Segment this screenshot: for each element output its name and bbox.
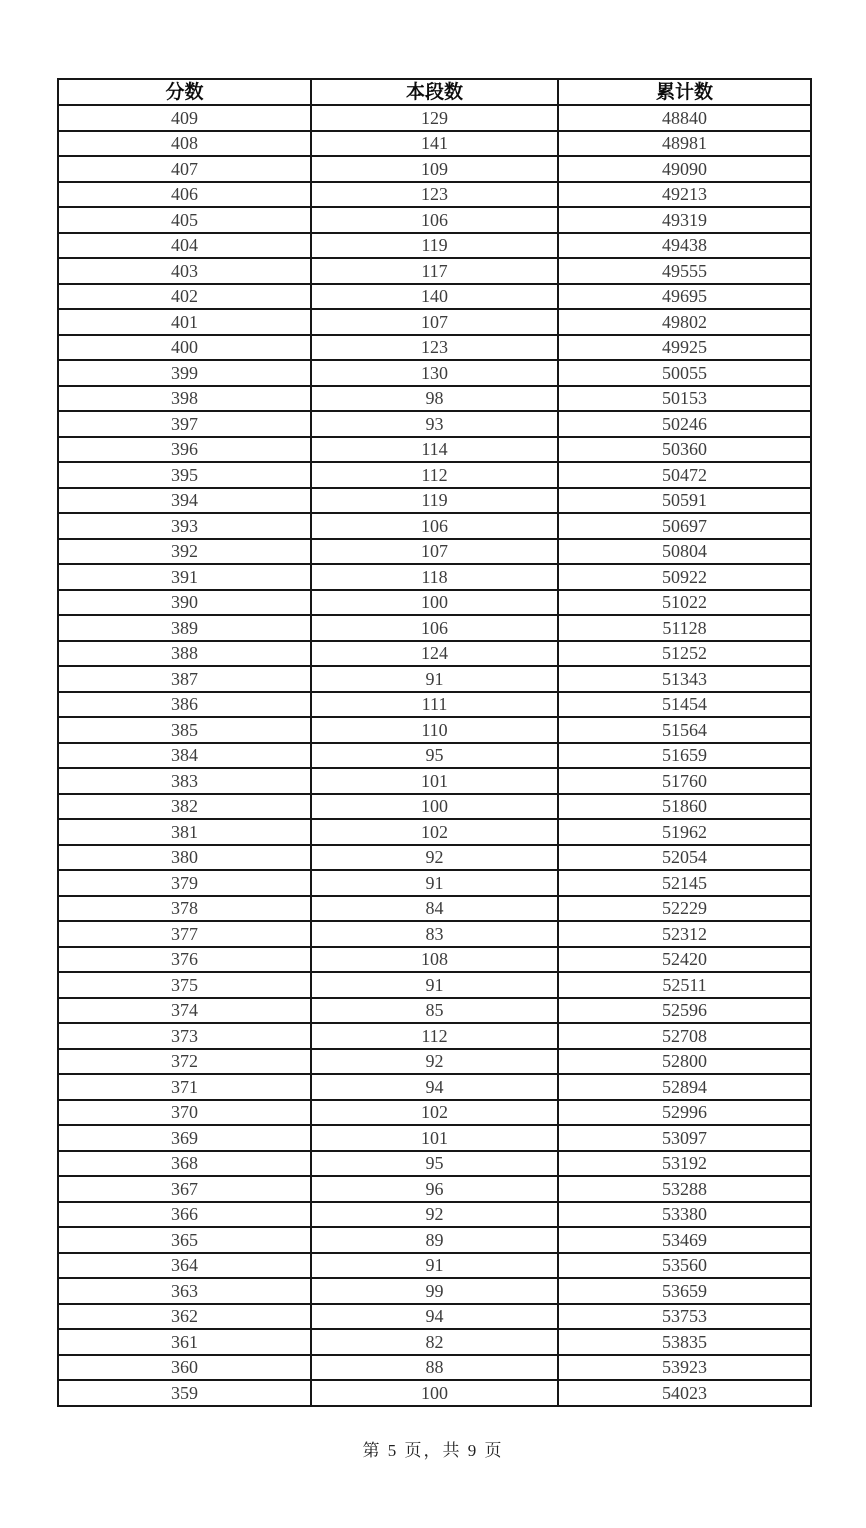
cumulative-count-cell: 51564 <box>558 717 811 743</box>
score-cell: 400 <box>58 335 311 361</box>
score-cell: 408 <box>58 131 311 157</box>
score-cell: 388 <box>58 641 311 667</box>
cumulative-count-cell: 52229 <box>558 896 811 922</box>
cumulative-count-cell: 52800 <box>558 1049 811 1075</box>
segment-count-cell: 96 <box>311 1176 558 1202</box>
table-row <box>58 386 811 412</box>
table-row <box>58 182 811 208</box>
cumulative-count-cell: 49090 <box>558 156 811 182</box>
segment-count-cell: 94 <box>311 1304 558 1330</box>
score-cell: 383 <box>58 768 311 794</box>
score-cell: 401 <box>58 309 311 335</box>
cumulative-count-cell: 53923 <box>558 1355 811 1381</box>
segment-count-cell: 83 <box>311 921 558 947</box>
cumulative-count-cell: 50591 <box>558 488 811 514</box>
segment-count-cell: 106 <box>311 207 558 233</box>
cumulative-count-cell: 50360 <box>558 437 811 463</box>
table-row <box>58 539 811 565</box>
segment-count-cell: 106 <box>311 513 558 539</box>
cumulative-count-cell: 52511 <box>558 972 811 998</box>
cumulative-count-cell: 52708 <box>558 1023 811 1049</box>
page-footer: 第 5 页，共 9 页 <box>362 1441 504 1460</box>
table-row <box>58 258 811 284</box>
segment-count-cell: 114 <box>311 437 558 463</box>
segment-count-cell: 111 <box>311 692 558 718</box>
table-row <box>58 998 811 1024</box>
score-cell: 359 <box>58 1380 311 1406</box>
table-row <box>58 1253 811 1279</box>
segment-count-cell: 119 <box>311 233 558 259</box>
score-cell: 362 <box>58 1304 311 1330</box>
cumulative-count-cell: 50246 <box>558 411 811 437</box>
score-cell: 409 <box>58 105 311 131</box>
table-body <box>58 105 811 1406</box>
table-row <box>58 819 811 845</box>
score-cell: 386 <box>58 692 311 718</box>
segment-count-cell: 112 <box>311 462 558 488</box>
table-row <box>58 564 811 590</box>
table-row <box>58 692 811 718</box>
cumulative-count-cell: 51454 <box>558 692 811 718</box>
cumulative-count-cell: 53380 <box>558 1202 811 1228</box>
score-cell: 377 <box>58 921 311 947</box>
table-row <box>58 1074 811 1100</box>
cumulative-count-cell: 52145 <box>558 870 811 896</box>
score-cell: 407 <box>58 156 311 182</box>
table-row <box>58 794 811 820</box>
segment-count-cell: 101 <box>311 768 558 794</box>
segment-count-cell: 84 <box>311 896 558 922</box>
cumulative-count-cell: 51962 <box>558 819 811 845</box>
score-cell: 374 <box>58 998 311 1024</box>
table-row <box>58 1023 811 1049</box>
score-cell: 397 <box>58 411 311 437</box>
score-cell: 404 <box>58 233 311 259</box>
segment-count-cell: 100 <box>311 794 558 820</box>
segment-count-cell: 141 <box>311 131 558 157</box>
segment-count-cell: 92 <box>311 845 558 871</box>
cumulative-count-cell: 48981 <box>558 131 811 157</box>
score-cell: 398 <box>58 386 311 412</box>
table-row <box>58 1100 811 1126</box>
segment-count-cell: 88 <box>311 1355 558 1381</box>
score-cell: 381 <box>58 819 311 845</box>
segment-count-cell: 112 <box>311 1023 558 1049</box>
cumulative-count-cell: 49438 <box>558 233 811 259</box>
score-cell: 370 <box>58 1100 311 1126</box>
cumulative-count-cell: 54023 <box>558 1380 811 1406</box>
segment-count-cell: 110 <box>311 717 558 743</box>
table-row <box>58 921 811 947</box>
score-cell: 385 <box>58 717 311 743</box>
segment-count-cell: 92 <box>311 1202 558 1228</box>
segment-count-cell: 94 <box>311 1074 558 1100</box>
cumulative-count-cell: 53560 <box>558 1253 811 1279</box>
score-cell: 384 <box>58 743 311 769</box>
score-cell: 382 <box>58 794 311 820</box>
score-cell: 403 <box>58 258 311 284</box>
score-cell: 363 <box>58 1278 311 1304</box>
cumulative-count-cell: 51760 <box>558 768 811 794</box>
segment-count-cell: 89 <box>311 1227 558 1253</box>
cumulative-count-cell: 53192 <box>558 1151 811 1177</box>
cumulative-count-cell: 53469 <box>558 1227 811 1253</box>
segment-count-cell: 95 <box>311 1151 558 1177</box>
score-cell: 395 <box>58 462 311 488</box>
table-row <box>58 1355 811 1381</box>
cumulative-count-cell: 50055 <box>558 360 811 386</box>
table-row <box>58 717 811 743</box>
cumulative-count-cell: 52420 <box>558 947 811 973</box>
table-row <box>58 972 811 998</box>
segment-count-cell: 100 <box>311 590 558 616</box>
cumulative-count-cell: 51860 <box>558 794 811 820</box>
segment-count-cell: 119 <box>311 488 558 514</box>
table-row <box>58 360 811 386</box>
table-row <box>58 641 811 667</box>
table-row <box>58 666 811 692</box>
segment-count-cell: 117 <box>311 258 558 284</box>
segment-count-cell: 91 <box>311 972 558 998</box>
header-cumulative-count: 累计数 <box>558 79 811 105</box>
score-cell: 396 <box>58 437 311 463</box>
table-row <box>58 131 811 157</box>
segment-count-cell: 100 <box>311 1380 558 1406</box>
cumulative-count-cell: 49555 <box>558 258 811 284</box>
score-cell: 393 <box>58 513 311 539</box>
table-row <box>58 1151 811 1177</box>
score-cell: 392 <box>58 539 311 565</box>
table-row <box>58 1125 811 1151</box>
score-cell: 375 <box>58 972 311 998</box>
segment-count-cell: 130 <box>311 360 558 386</box>
score-cell: 394 <box>58 488 311 514</box>
score-cell: 389 <box>58 615 311 641</box>
score-cell: 371 <box>58 1074 311 1100</box>
table-row <box>58 335 811 361</box>
cumulative-count-cell: 51659 <box>558 743 811 769</box>
segment-count-cell: 109 <box>311 156 558 182</box>
segment-count-cell: 106 <box>311 615 558 641</box>
table-row <box>58 870 811 896</box>
cumulative-count-cell: 48840 <box>558 105 811 131</box>
segment-count-cell: 91 <box>311 666 558 692</box>
table-row <box>58 1278 811 1304</box>
score-distribution-table <box>57 78 812 1407</box>
segment-count-cell: 98 <box>311 386 558 412</box>
score-cell: 366 <box>58 1202 311 1228</box>
cumulative-count-cell: 52312 <box>558 921 811 947</box>
score-cell: 379 <box>58 870 311 896</box>
table-header-row <box>58 79 811 105</box>
segment-count-cell: 107 <box>311 309 558 335</box>
segment-count-cell: 108 <box>311 947 558 973</box>
score-cell: 405 <box>58 207 311 233</box>
cumulative-count-cell: 51252 <box>558 641 811 667</box>
score-cell: 406 <box>58 182 311 208</box>
cumulative-count-cell: 49695 <box>558 284 811 310</box>
score-cell: 387 <box>58 666 311 692</box>
score-cell: 376 <box>58 947 311 973</box>
score-cell: 369 <box>58 1125 311 1151</box>
segment-count-cell: 102 <box>311 819 558 845</box>
score-cell: 390 <box>58 590 311 616</box>
score-cell: 368 <box>58 1151 311 1177</box>
cumulative-count-cell: 52054 <box>558 845 811 871</box>
segment-count-cell: 92 <box>311 1049 558 1075</box>
segment-count-cell: 129 <box>311 105 558 131</box>
cumulative-count-cell: 53835 <box>558 1329 811 1355</box>
cumulative-count-cell: 53288 <box>558 1176 811 1202</box>
header-segment-count: 本段数 <box>311 79 558 105</box>
segment-count-cell: 99 <box>311 1278 558 1304</box>
score-cell: 380 <box>58 845 311 871</box>
segment-count-cell: 123 <box>311 182 558 208</box>
score-cell: 402 <box>58 284 311 310</box>
cumulative-count-cell: 53659 <box>558 1278 811 1304</box>
table-row <box>58 1304 811 1330</box>
table-row <box>58 1329 811 1355</box>
segment-count-cell: 124 <box>311 641 558 667</box>
score-cell: 367 <box>58 1176 311 1202</box>
table-row <box>58 284 811 310</box>
table-row <box>58 105 811 131</box>
cumulative-count-cell: 50472 <box>558 462 811 488</box>
table-row <box>58 845 811 871</box>
cumulative-count-cell: 49213 <box>558 182 811 208</box>
segment-count-cell: 93 <box>311 411 558 437</box>
score-cell: 378 <box>58 896 311 922</box>
segment-count-cell: 102 <box>311 1100 558 1126</box>
table-row <box>58 947 811 973</box>
table-row <box>58 411 811 437</box>
cumulative-count-cell: 49925 <box>558 335 811 361</box>
cumulative-count-cell: 52596 <box>558 998 811 1024</box>
table-row <box>58 768 811 794</box>
score-cell: 372 <box>58 1049 311 1075</box>
cumulative-count-cell: 51128 <box>558 615 811 641</box>
cumulative-count-cell: 53097 <box>558 1125 811 1151</box>
segment-count-cell: 95 <box>311 743 558 769</box>
segment-count-cell: 107 <box>311 539 558 565</box>
score-cell: 360 <box>58 1355 311 1381</box>
segment-count-cell: 118 <box>311 564 558 590</box>
table-row <box>58 615 811 641</box>
score-cell: 365 <box>58 1227 311 1253</box>
table-row <box>58 207 811 233</box>
cumulative-count-cell: 50697 <box>558 513 811 539</box>
table-row <box>58 896 811 922</box>
table-row <box>58 1227 811 1253</box>
table-row <box>58 488 811 514</box>
cumulative-count-cell: 50153 <box>558 386 811 412</box>
score-cell: 361 <box>58 1329 311 1355</box>
cumulative-count-cell: 51022 <box>558 590 811 616</box>
table-row <box>58 1380 811 1406</box>
cumulative-count-cell: 49802 <box>558 309 811 335</box>
score-cell: 391 <box>58 564 311 590</box>
table-row <box>58 1202 811 1228</box>
cumulative-count-cell: 51343 <box>558 666 811 692</box>
cumulative-count-cell: 52894 <box>558 1074 811 1100</box>
table-row <box>58 1049 811 1075</box>
table-row <box>58 233 811 259</box>
segment-count-cell: 91 <box>311 1253 558 1279</box>
table-row <box>58 309 811 335</box>
cumulative-count-cell: 50922 <box>558 564 811 590</box>
table-row <box>58 156 811 182</box>
cumulative-count-cell: 53753 <box>558 1304 811 1330</box>
score-cell: 364 <box>58 1253 311 1279</box>
cumulative-count-cell: 52996 <box>558 1100 811 1126</box>
score-cell: 373 <box>58 1023 311 1049</box>
table-row <box>58 743 811 769</box>
segment-count-cell: 85 <box>311 998 558 1024</box>
table-row <box>58 590 811 616</box>
table-row <box>58 437 811 463</box>
table-row <box>58 513 811 539</box>
cumulative-count-cell: 49319 <box>558 207 811 233</box>
segment-count-cell: 82 <box>311 1329 558 1355</box>
cumulative-count-cell: 50804 <box>558 539 811 565</box>
segment-count-cell: 140 <box>311 284 558 310</box>
score-cell: 399 <box>58 360 311 386</box>
segment-count-cell: 91 <box>311 870 558 896</box>
table-row <box>58 1176 811 1202</box>
table-row <box>58 462 811 488</box>
segment-count-cell: 101 <box>311 1125 558 1151</box>
header-score: 分数 <box>58 79 311 105</box>
segment-count-cell: 123 <box>311 335 558 361</box>
